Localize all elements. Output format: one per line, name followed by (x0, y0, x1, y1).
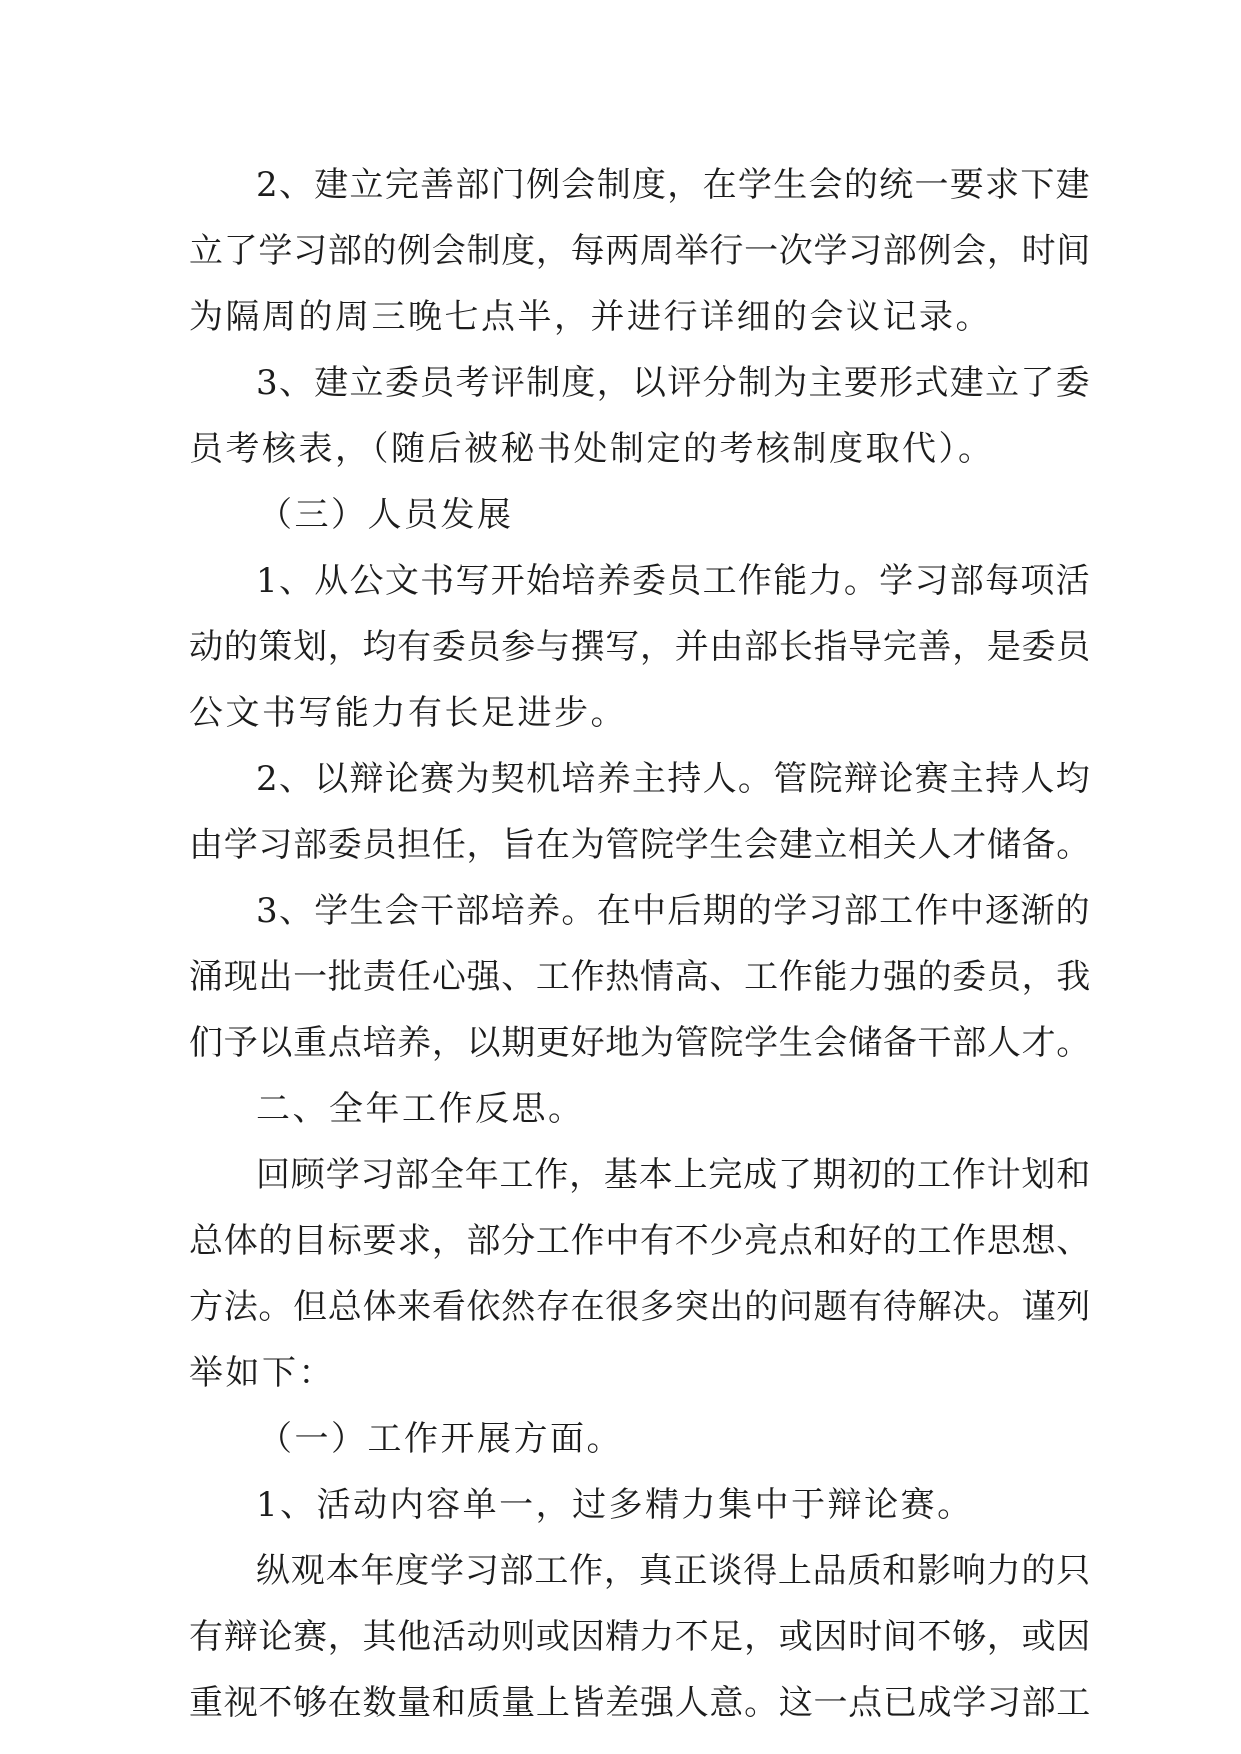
section-heading: （三）人员发展 (258, 495, 514, 535)
paragraph-line: 有辩论赛，其他活动则或因精力不足，或因时间不够，或因 (189, 1617, 1091, 1657)
paragraph-line: 1、从公文书写开始培养委员工作能力。学习部每项活 (256, 561, 1091, 601)
paragraph-line: 3、建立委员考评制度，以评分制为主要形式建立了委 (256, 363, 1091, 403)
paragraph-line: 纵观本年度学习部工作，真正谈得上品质和影响力的只 (256, 1551, 1091, 1591)
paragraph-line: 重视不够在数量和质量上皆差强人意。这一点已成学习部工 (189, 1683, 1091, 1723)
paragraph-line: 为隔周的周三晚七点半，并进行详细的会议记录。 (189, 297, 992, 337)
paragraph-line: 立了学习部的例会制度，每两周举行一次学习部例会，时间 (189, 231, 1091, 271)
paragraph-line: 举如下： (189, 1353, 335, 1393)
paragraph-line: 们予以重点培养，以期更好地为管院学生会储备干部人才。 (189, 1023, 1091, 1063)
paragraph-line: 员考核表，（随后被秘书处制定的考核制度取代）。 (189, 429, 995, 469)
paragraph-line: 方法。但总体来看依然存在很多突出的问题有待解决。谨列 (189, 1287, 1091, 1327)
paragraph-line: 3、学生会干部培养。在中后期的学习部工作中逐渐的 (256, 891, 1091, 931)
paragraph-line: 动的策划，均有委员参与撰写，并由部长指导完善，是委员 (189, 627, 1091, 667)
section-heading: （一）工作开展方面。 (258, 1419, 623, 1459)
paragraph-line: 涌现出一批责任心强、工作热情高、工作能力强的委员，我 (189, 957, 1091, 997)
section-heading: 二、全年工作反思。 (256, 1089, 585, 1129)
paragraph-line: 1、活动内容单一，过多精力集中于辩论赛。 (256, 1485, 974, 1525)
paragraph-line: 2、以辩论赛为契机培养主持人。管院辩论赛主持人均 (256, 759, 1091, 799)
paragraph-line: 公文书写能力有长足进步。 (189, 693, 627, 733)
paragraph-line: 由学习部委员担任，旨在为管院学生会建立相关人才储备。 (189, 825, 1091, 865)
paragraph-line: 总体的目标要求，部分工作中有不少亮点和好的工作思想、 (189, 1221, 1091, 1261)
paragraph-line: 回顾学习部全年工作，基本上完成了期初的工作计划和 (256, 1155, 1091, 1195)
paragraph-line: 2、建立完善部门例会制度，在学生会的统一要求下建 (256, 165, 1091, 205)
